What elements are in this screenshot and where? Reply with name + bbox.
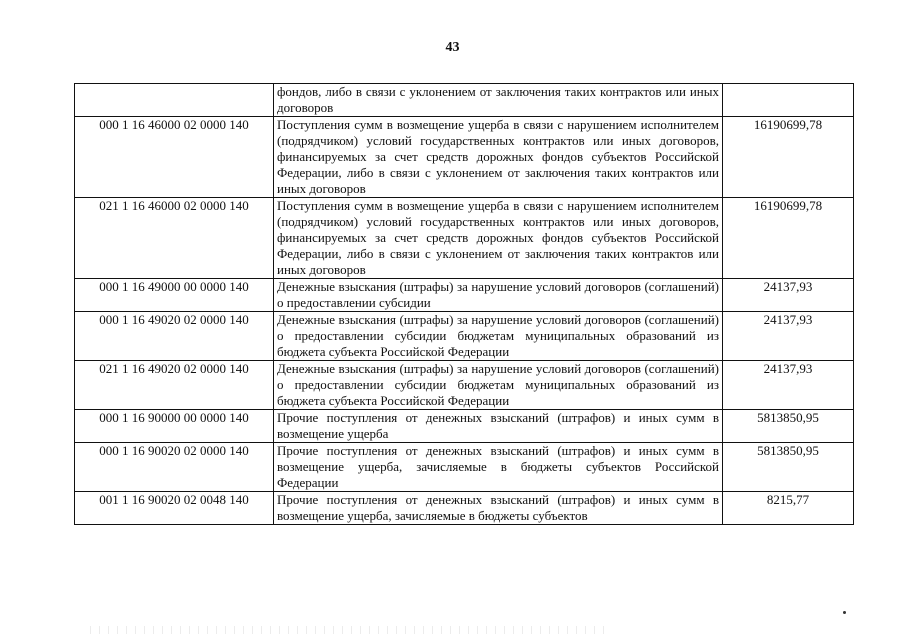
- description-cell: Денежные взыскания (штрафы) за нарушение условий договоров (соглашений) о предоставлении субсидии: [274, 279, 723, 312]
- budget-code-cell: 000 1 16 49000 00 0000 140: [75, 279, 274, 312]
- budget-revenue-table: [74, 83, 854, 525]
- budget-code-cell: 021 1 16 49020 02 0000 140: [75, 361, 274, 410]
- amount-cell: 5813850,95: [723, 443, 854, 492]
- table-row: [75, 198, 854, 279]
- budget-code-cell: 001 1 16 90020 02 0048 140: [75, 492, 274, 525]
- amount-cell: 16190699,78: [723, 117, 854, 198]
- scan-artifact-dot: [843, 611, 846, 614]
- budget-code-cell: [75, 84, 274, 117]
- budget-code-cell: 000 1 16 46000 02 0000 140: [75, 117, 274, 198]
- table-row: [75, 361, 854, 410]
- budget-code-cell: 000 1 16 90020 02 0000 140: [75, 443, 274, 492]
- table-row: [75, 443, 854, 492]
- table-row: [75, 492, 854, 525]
- amount-cell: [723, 84, 854, 117]
- description-cell: Денежные взыскания (штрафы) за нарушение условий договоров (соглашений) о предоставлении субсидии бюджетам муниципальных образований из бюджета субъекта Российской Федерации: [274, 361, 723, 410]
- amount-cell: 24137,93: [723, 312, 854, 361]
- table-row: [75, 279, 854, 312]
- description-cell: Прочие поступления от денежных взысканий (штрафов) и иных сумм в возмещение ущерба, зачисляемые в бюджеты субъектов Российской Федерации: [274, 443, 723, 492]
- amount-cell: 8215,77: [723, 492, 854, 525]
- table-row: [75, 117, 854, 198]
- amount-cell: 5813850,95: [723, 410, 854, 443]
- amount-cell: 24137,93: [723, 361, 854, 410]
- table-row: [75, 312, 854, 361]
- description-cell: Денежные взыскания (штрафы) за нарушение условий договоров (соглашений) о предоставлении субсидии бюджетам муниципальных образований из бюджета субъекта Российской Федерации: [274, 312, 723, 361]
- table-row: [75, 84, 854, 117]
- table-row: [75, 410, 854, 443]
- page-number: 43: [445, 40, 460, 55]
- description-cell: Прочие поступления от денежных взысканий (штрафов) и иных сумм в возмещение ущерба, зачисляемые в бюджеты субъектов: [274, 492, 723, 525]
- budget-code-cell: 000 1 16 49020 02 0000 140: [75, 312, 274, 361]
- amount-cell: 16190699,78: [723, 198, 854, 279]
- description-cell: Прочие поступления от денежных взысканий (штрафов) и иных сумм в возмещение ущерба: [274, 410, 723, 443]
- description-cell: Поступления сумм в возмещение ущерба в связи с нарушением исполнителем (подрядчиком) условий государственных контрактов или иных договоров, финансируемых за счет средств дорожных фондов субъектов Российской Федерации, либо в связи с уклонением от заключения таких контрактов или иных договоров: [274, 117, 723, 198]
- description-cell: Поступления сумм в возмещение ущерба в связи с нарушением исполнителем (подрядчиком) условий государственных контрактов или иных договоров, финансируемых за счет средств дорожных фондов субъектов Российской Федерации, либо в связи с уклонением от заключения таких контрактов или иных договоров: [274, 198, 723, 279]
- scan-artifact-noise: [90, 626, 610, 634]
- budget-code-cell: 021 1 16 46000 02 0000 140: [75, 198, 274, 279]
- amount-cell: 24137,93: [723, 279, 854, 312]
- description-cell: фондов, либо в связи с уклонением от заключения таких контрактов или иных договоров: [274, 84, 723, 117]
- budget-code-cell: 000 1 16 90000 00 0000 140: [75, 410, 274, 443]
